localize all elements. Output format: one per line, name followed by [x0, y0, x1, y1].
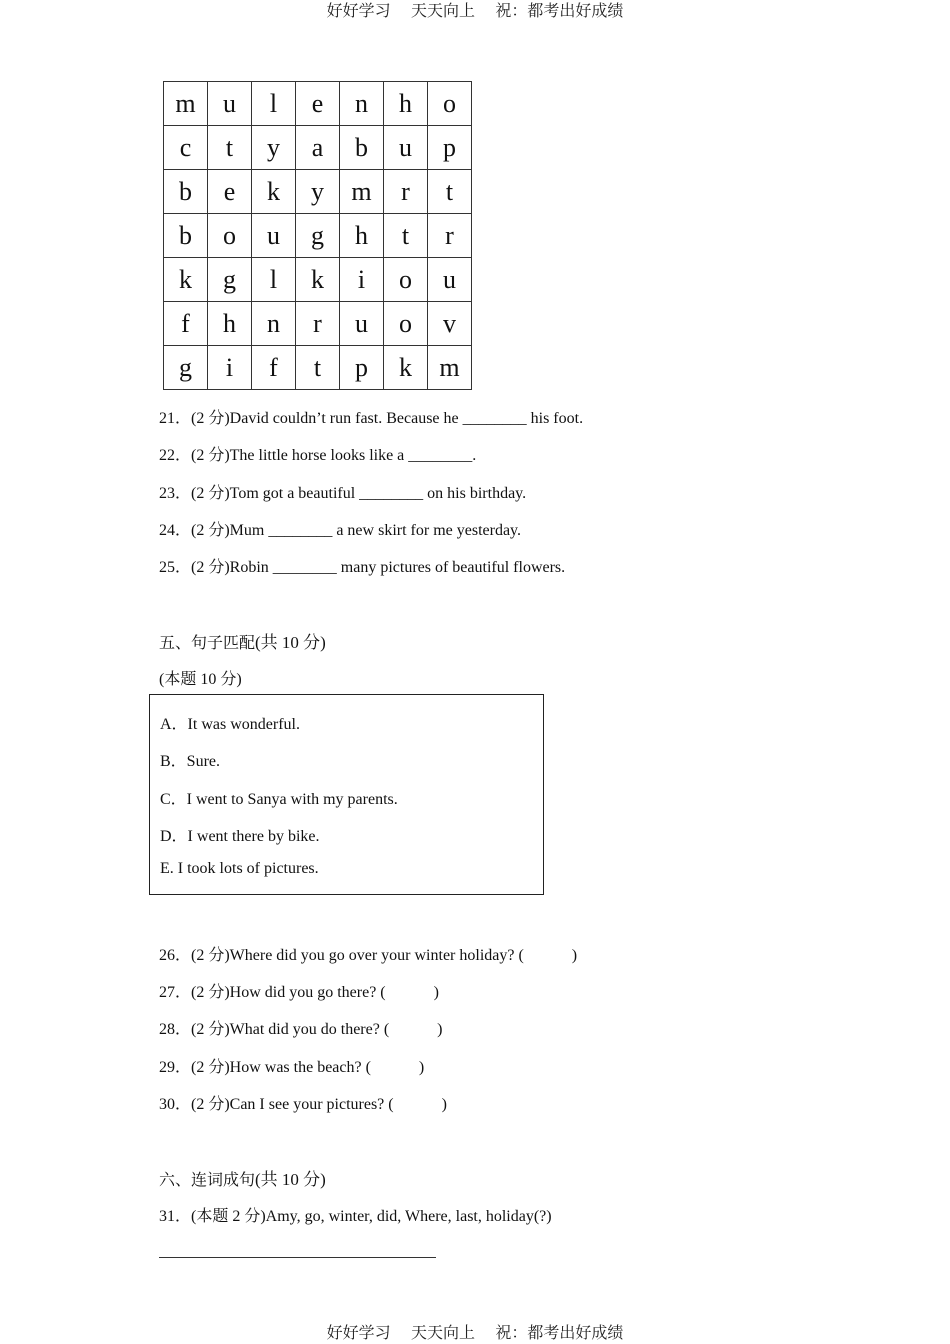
grid-cell: e — [296, 82, 340, 126]
grid-cell: u — [428, 258, 472, 302]
question-21: 21．(2 分)David couldn’t run fast. Because he ________ his foot. — [159, 410, 584, 427]
grid-cell: m — [340, 170, 384, 214]
question-28: 28．(2 分)What did you do there? ( ) — [159, 1021, 443, 1038]
grid-cell: k — [296, 258, 340, 302]
section-6-score: (共 10 分) — [255, 1170, 326, 1189]
grid-row — [164, 302, 472, 346]
grid-cell: p — [340, 346, 384, 390]
grid-cell: o — [384, 258, 428, 302]
section-5-score: (共 10 分) — [255, 633, 326, 652]
question-31: 31．(本题 2 分)Amy, go, winter, did, Where, last, holiday(?) — [159, 1208, 552, 1225]
page-footer: 好好学习 天天向上 祝：都考出好成绩 — [326, 1323, 624, 1342]
grid-cell: u — [252, 214, 296, 258]
grid-cell: k — [164, 258, 208, 302]
grid-row — [164, 82, 472, 126]
grid-cell: o — [428, 82, 472, 126]
grid-row — [164, 126, 472, 170]
question-27: 27．(2 分)How did you go there? ( ) — [159, 984, 439, 1001]
question-22: 22．(2 分)The little horse looks like a ________. — [159, 447, 477, 464]
grid-cell: r — [428, 214, 472, 258]
grid-cell: k — [384, 346, 428, 390]
grid-cell: t — [428, 170, 472, 214]
question-29: 29．(2 分)How was the beach? ( ) — [159, 1059, 425, 1076]
question-26: 26．(2 分)Where did you go over your winter holiday? ( ) — [159, 947, 578, 964]
grid-cell: g — [296, 214, 340, 258]
grid-row — [164, 214, 472, 258]
grid-cell: c — [164, 126, 208, 170]
grid-cell: r — [296, 302, 340, 346]
section-5-title-text: 五、句子匹配 — [159, 633, 256, 652]
grid-cell: p — [428, 126, 472, 170]
grid-cell: b — [164, 170, 208, 214]
grid-cell: k — [252, 170, 296, 214]
answer-line[interactable] — [159, 1257, 436, 1258]
grid-cell: r — [384, 170, 428, 214]
grid-cell: o — [208, 214, 252, 258]
grid-cell: h — [384, 82, 428, 126]
grid-cell: i — [208, 346, 252, 390]
option-c: C．I went to Sanya with my parents. — [160, 791, 398, 808]
page-header: 好好学习 天天向上 祝：都考出好成绩 — [326, 1, 624, 20]
grid-cell: y — [252, 126, 296, 170]
grid-cell: t — [384, 214, 428, 258]
grid-cell: l — [252, 258, 296, 302]
grid-cell: n — [252, 302, 296, 346]
section-5-title — [159, 628, 326, 653]
question-24: 24．(2 分)Mum ________ a new skirt for me yesterday. — [159, 522, 522, 539]
grid-cell: g — [164, 346, 208, 390]
grid-cell: f — [164, 302, 208, 346]
grid-cell: h — [340, 214, 384, 258]
grid-cell: f — [252, 346, 296, 390]
section-6-title-text: 六、连词成句 — [159, 1170, 256, 1189]
grid-cell: l — [252, 82, 296, 126]
option-e: E. I took lots of pictures. — [160, 860, 319, 877]
grid-cell: m — [428, 346, 472, 390]
grid-cell: t — [208, 126, 252, 170]
options-box — [149, 694, 544, 895]
question-23: 23．(2 分)Tom got a beautiful ________ on his birthday. — [159, 485, 527, 502]
grid-cell: o — [384, 302, 428, 346]
grid-cell: u — [208, 82, 252, 126]
grid-cell: m — [164, 82, 208, 126]
question-25: 25．(2 分)Robin ________ many pictures of beautiful flowers. — [159, 559, 566, 576]
option-b: B．Sure. — [160, 753, 221, 770]
grid-cell: b — [164, 214, 208, 258]
grid-cell: a — [296, 126, 340, 170]
grid-cell: v — [428, 302, 472, 346]
grid-cell: y — [296, 170, 340, 214]
grid-row — [164, 346, 472, 390]
grid-cell: e — [208, 170, 252, 214]
section-5-note: (本题 10 分) — [159, 671, 242, 688]
grid-cell: t — [296, 346, 340, 390]
grid-cell: i — [340, 258, 384, 302]
grid-cell: h — [208, 302, 252, 346]
grid-row — [164, 170, 472, 214]
option-d: D．I went there by bike. — [160, 828, 320, 845]
grid-cell: u — [340, 302, 384, 346]
grid-row — [164, 258, 472, 302]
word-search-grid — [163, 81, 472, 390]
option-a: A．It was wonderful. — [160, 716, 300, 733]
grid-cell: u — [384, 126, 428, 170]
section-6-title — [159, 1165, 326, 1190]
grid-cell: n — [340, 82, 384, 126]
grid-cell: b — [340, 126, 384, 170]
question-30: 30．(2 分)Can I see your pictures? ( ) — [159, 1096, 447, 1113]
grid-cell: g — [208, 258, 252, 302]
